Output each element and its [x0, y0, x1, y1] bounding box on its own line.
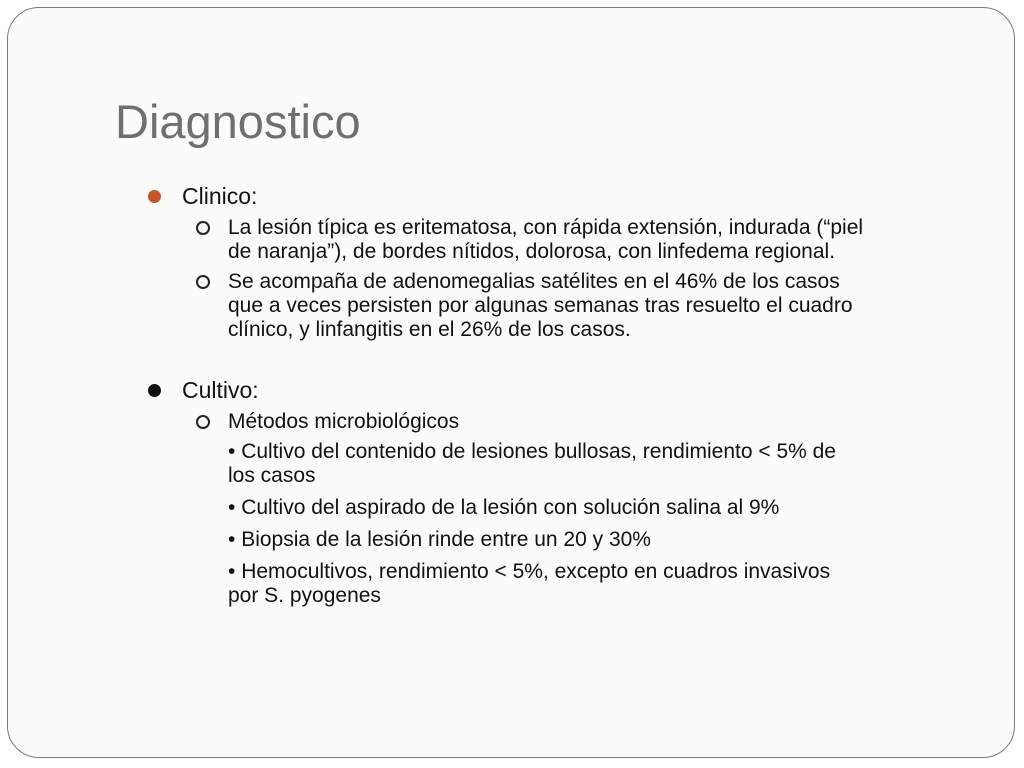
filled-circle-bullet-icon [148, 190, 161, 203]
list-item-text: La lesión típica es eritematosa, con rápida extensión, indurada (“piel de naranja”), de bordes nítidos, dolorosa, con linfedema regional. [228, 216, 864, 263]
dot-bullet-icon: • [228, 560, 236, 583]
sub-list-item-text: Biopsia de la lesión rinde entre un 20 y 30% [241, 528, 651, 551]
sub-list-item [144, 440, 864, 488]
list-item [144, 216, 864, 264]
list-item [144, 270, 864, 342]
sub-list-item [144, 560, 864, 608]
sub-list-item [144, 528, 864, 552]
sub-list-item-text: Cultivo del aspirado de la lesión con solución salina al 9% [241, 496, 780, 519]
section-heading-clinico [144, 182, 864, 210]
sub-list-item-text: Cultivo del contenido de lesiones bullosas, rendimiento < 5% de los casos [228, 440, 836, 487]
list-item-text: Se acompaña de adenomegalias satélites en el 46% de los casos que a veces persisten por algunas semanas tras resuelto el cuadro clínico, y linfangitis en el 26% de los casos. [228, 270, 853, 341]
hollow-circle-bullet-icon [196, 275, 210, 289]
sub-list-item-text: Hemocultivos, rendimiento < 5%, excepto en cuadros invasivos por S. pyogenes [228, 560, 831, 607]
slide-title: Diagnostico [115, 95, 361, 148]
list-item-text: Métodos microbiológicos [228, 410, 460, 433]
filled-circle-bullet-icon [148, 384, 161, 397]
slide [7, 7, 1015, 758]
dot-bullet-icon: • [228, 528, 236, 551]
section-heading-text: Clinico: [182, 183, 258, 209]
hollow-circle-bullet-icon [196, 415, 210, 429]
dot-bullet-icon: • [228, 496, 236, 519]
sub-list-item [144, 496, 864, 520]
dot-bullet-icon: • [228, 440, 236, 463]
hollow-circle-bullet-icon [196, 221, 210, 235]
section-heading-cultivo [144, 376, 864, 404]
slide-body [144, 182, 864, 616]
list-item [144, 410, 864, 434]
section-heading-text: Cultivo: [182, 377, 259, 403]
